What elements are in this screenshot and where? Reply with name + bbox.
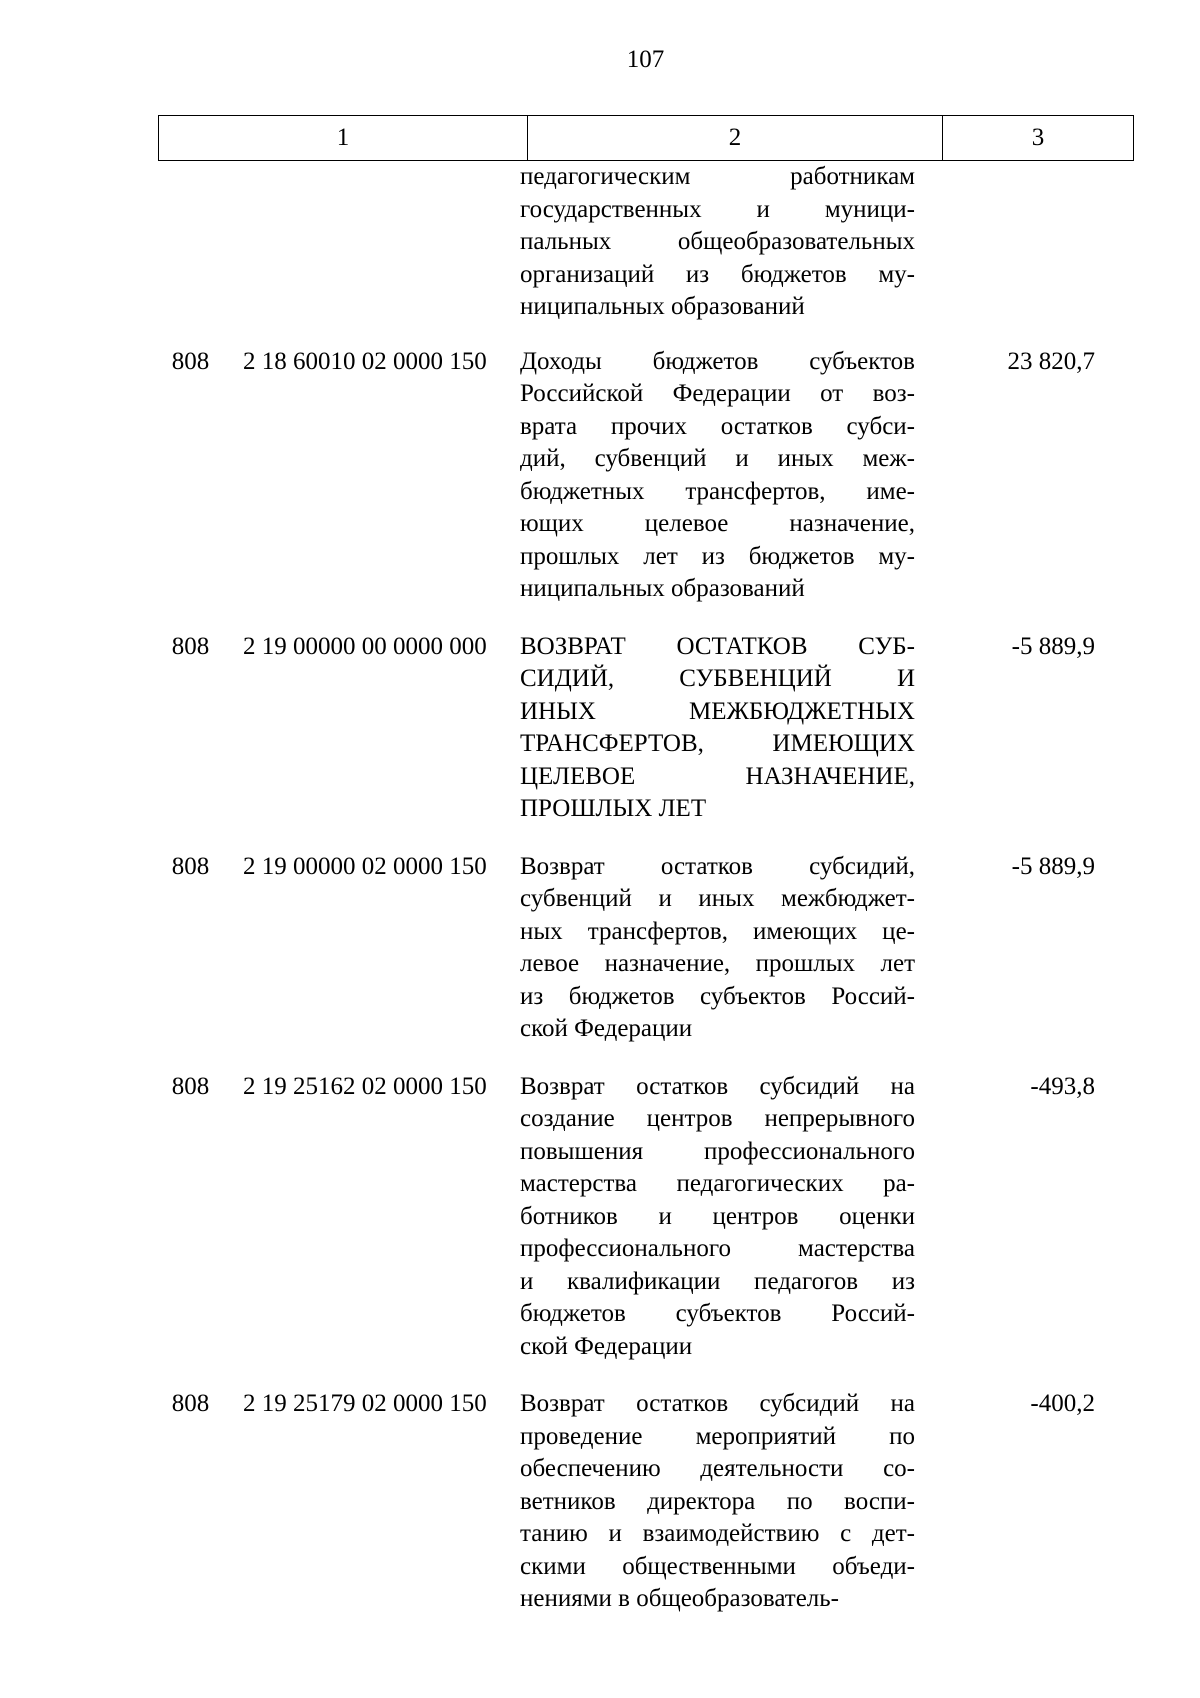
budget-classification-code: 2 19 25179 02 0000 150 [243,1390,487,1417]
amount-value: -400,2 [1030,1390,1095,1417]
table-row [0,851,1200,1046]
description-line: Возврат остатков субсидий на [520,1072,915,1100]
description-line: ниципальных образований [520,575,805,602]
description-line: повышения профессионального [520,1137,915,1165]
description-line: государственных и муници- [520,195,915,223]
description-line: СИДИЙ, СУБВЕНЦИЙ И [520,665,915,692]
description-line: из бюджетов субъектов Россий- [520,982,915,1010]
description-line: мастерства педагогических ра- [520,1170,915,1197]
description-line: ИНЫХ МЕЖБЮДЖЕТНЫХ [520,697,915,725]
description-line: бюджетных трансфертов, име- [520,477,915,505]
description-line: бюджетов субъектов Россий- [520,1300,915,1327]
admin-code: 808 [171,852,210,880]
income-description [520,631,915,826]
column-header-2: 2 [528,116,943,161]
admin-code: 808 [171,347,210,375]
budget-classification-code: 2 19 00000 00 0000 000 [243,632,487,660]
description-line: ных трансфертов, имеющих це- [520,917,915,945]
budget-classification-code: 2 19 25162 02 0000 150 [243,1072,487,1100]
amount-value: -5 889,9 [1011,852,1095,880]
description-line: ПРОШЛЫХ ЛЕТ [520,795,707,822]
budget-classification-code: 2 19 00000 02 0000 150 [243,852,487,880]
income-description [520,1071,915,1364]
description-line: дий, субвенций и иных меж- [520,445,915,472]
amount-value: -5 889,9 [1011,632,1095,660]
description-line: левое назначение, прошлых лет [520,950,915,977]
column-header-3: 3 [943,116,1134,161]
description-line: и квалификации педагогов из [520,1267,915,1295]
description-line: Доходы бюджетов субъектов [520,347,915,375]
table-row [0,161,1200,324]
admin-code: 808 [171,1072,210,1100]
description-line: врата прочих остатков субси- [520,412,915,440]
description-line: организаций из бюджетов му- [520,260,915,288]
description-line: проведение мероприятий по [520,1422,915,1450]
description-line: ской Федерации [520,1332,693,1360]
income-description [520,851,915,1046]
amount-value: -493,8 [1030,1072,1095,1100]
description-line: скими общественными объеди- [520,1552,915,1580]
description-line: ЦЕЛЕВОЕ НАЗНАЧЕНИЕ, [520,762,915,790]
description-line: ниципальных образований [520,293,805,320]
column-header-table [158,115,1134,161]
description-line: ботников и центров оценки [520,1202,915,1230]
description-line: профессионального мастерства [520,1235,915,1262]
table-body [0,161,1200,1641]
description-line: нениями в общеобразователь- [520,1585,839,1612]
description-line: Возврат остатков субсидий, [520,852,915,880]
table-row [0,1071,1200,1364]
income-description [520,346,915,606]
page-number: 107 [626,46,665,73]
description-line: педагогическим работникам [520,163,915,190]
admin-code: 808 [171,632,210,660]
description-line: ющих целевое назначение, [520,510,915,537]
description-line: обеспечению деятельности со- [520,1455,915,1482]
description-line: ской Федерации [520,1015,693,1042]
income-description [520,161,915,324]
budget-classification-code: 2 18 60010 02 0000 150 [243,347,487,375]
description-line: ТРАНСФЕРТОВ, ИМЕЮЩИХ [520,730,915,757]
income-description [520,1388,915,1616]
description-line: субвенций и иных межбюджет- [520,885,915,912]
description-line: ВОЗВРАТ ОСТАТКОВ СУБ- [520,632,915,660]
column-header-row [159,116,1134,161]
description-line: прошлых лет из бюджетов му- [520,542,915,570]
description-line: создание центров непрерывного [520,1105,915,1132]
column-header-1: 1 [159,116,528,161]
description-line: ветников директора по воспи- [520,1487,915,1515]
amount-value: 23 820,7 [1007,347,1095,375]
description-line: пальных общеобразовательных [520,228,915,255]
table-row [0,346,1200,606]
admin-code: 808 [171,1390,210,1417]
table-row [0,631,1200,826]
table-row [0,1388,1200,1616]
description-line: танию и взаимодействию с дет- [520,1520,915,1547]
description-line: Российской Федерации от воз- [520,380,915,407]
description-line: Возврат остатков субсидий на [520,1390,915,1417]
